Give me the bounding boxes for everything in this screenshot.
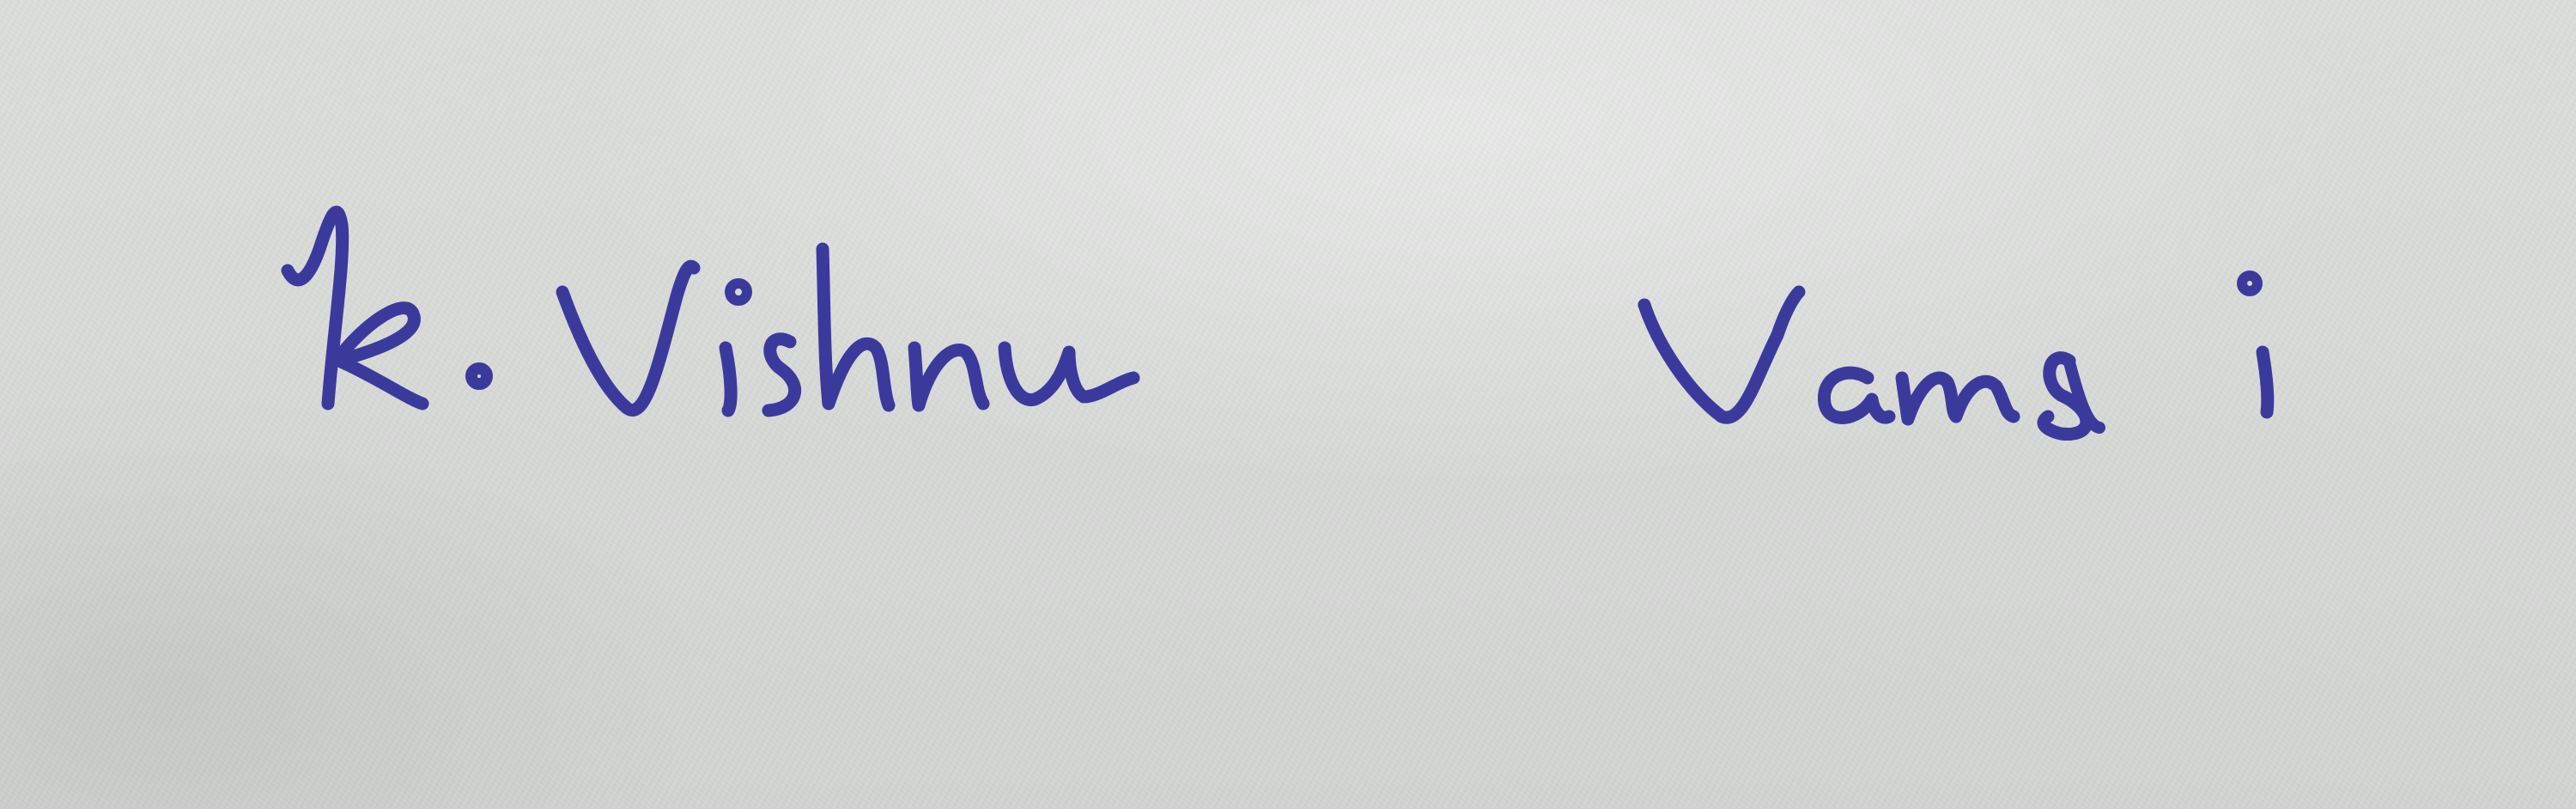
letter-i (726, 348, 731, 411)
letter-v-2 (1644, 292, 1799, 417)
letter-n (914, 348, 983, 405)
letter-u (1005, 348, 1133, 400)
letter-s-tail (2069, 362, 2099, 428)
letter-i-2 (2263, 352, 2268, 412)
letter-v (562, 266, 694, 410)
letter-s (769, 339, 795, 411)
letter-i-dot (730, 283, 747, 301)
letter-i-dot-2 (2242, 276, 2257, 291)
letter-k-arm (337, 308, 422, 404)
letter-a (1824, 373, 1889, 417)
letter-h (823, 249, 889, 405)
letter-k-stem (288, 212, 343, 404)
letter-m (1902, 378, 2014, 419)
period-dot (471, 368, 487, 384)
